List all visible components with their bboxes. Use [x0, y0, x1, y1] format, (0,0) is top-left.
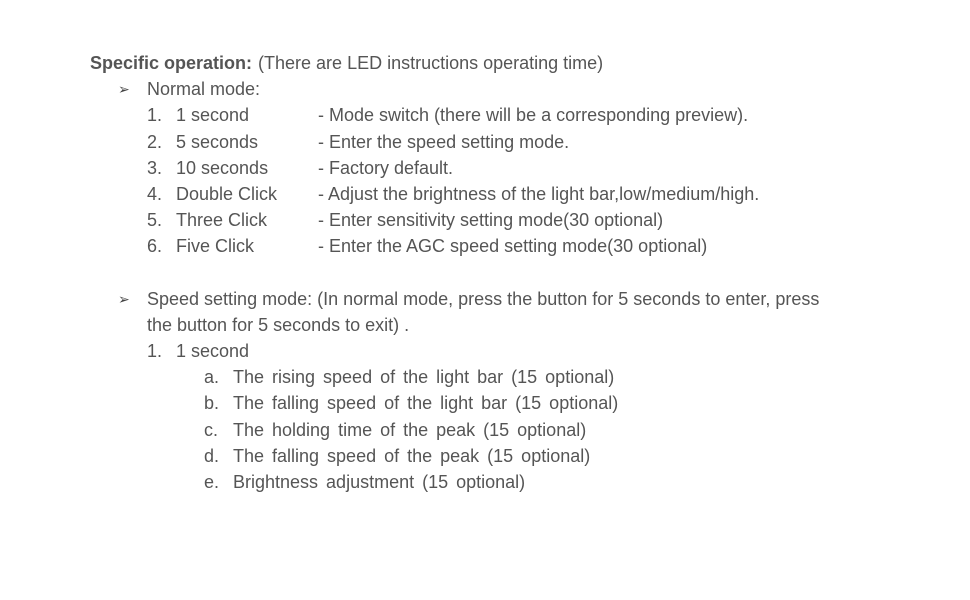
- sub-item-text: The holding time of the peak (15 optional): [233, 419, 587, 440]
- item-name: Three Click: [176, 210, 268, 231]
- sub-list-item: [90, 443, 950, 469]
- heading-label: Specific operation:: [90, 53, 253, 73]
- item-name: Five Click: [176, 236, 255, 257]
- sub-item-letter: e.: [204, 472, 220, 492]
- list-item: [90, 102, 950, 128]
- item-number: 1.: [147, 341, 163, 362]
- sub-item-text: The falling speed of the light bar (15 optional): [233, 393, 619, 414]
- item-description: - Adjust the brightness of the light bar,low/medium/high.: [318, 183, 760, 204]
- section-spacer: [90, 260, 950, 286]
- item-number: 2.: [147, 131, 163, 152]
- list-item: [90, 129, 950, 155]
- sub-list-item: [90, 390, 950, 416]
- item-name: Double Click: [176, 183, 278, 204]
- item-description: - Mode switch (there will be a corresponding preview).: [318, 105, 749, 126]
- list-item: [90, 338, 950, 364]
- document-body: [90, 50, 950, 495]
- item-description: - Factory default.: [318, 157, 454, 178]
- sub-item-letter: d.: [204, 445, 220, 466]
- speed-mode-title-row: [90, 286, 950, 312]
- item-description: - Enter sensitivity setting mode(30 optional): [318, 210, 664, 231]
- arrow-bullet-icon: ➢: [118, 290, 130, 307]
- item-number: 3.: [147, 157, 163, 178]
- list-item: [90, 207, 950, 233]
- sub-item-text: Brightness adjustment (15 optional): [233, 472, 526, 492]
- sub-item-letter: c.: [204, 419, 219, 440]
- item-name: 1 second: [176, 105, 250, 126]
- arrow-bullet-icon: ➢: [118, 81, 130, 98]
- normal-mode-title-row: [90, 76, 950, 102]
- sub-item-letter: b.: [204, 393, 220, 414]
- sub-list-item: [90, 469, 950, 495]
- heading-line: [90, 50, 950, 76]
- speed-mode-title-continuation: [90, 312, 950, 338]
- item-number: 1.: [147, 105, 163, 126]
- item-number: 6.: [147, 236, 163, 257]
- item-name: 10 seconds: [176, 157, 269, 178]
- sub-item-text: The rising speed of the light bar (15 optional): [233, 367, 615, 388]
- sub-list-item: [90, 364, 950, 390]
- normal-mode-title: Normal mode:: [147, 79, 261, 100]
- item-number: 5.: [147, 210, 163, 231]
- speed-mode-title-line1: Speed setting mode: (In normal mode, press the button for 5 seconds to enter, press: [147, 288, 820, 309]
- heading-note: (There are LED instructions operating time): [258, 53, 604, 73]
- item-name: 5 seconds: [176, 131, 259, 152]
- list-item: [90, 233, 950, 259]
- list-item: [90, 181, 950, 207]
- item-number: 4.: [147, 183, 163, 204]
- sub-list-item: [90, 417, 950, 443]
- list-item: [90, 155, 950, 181]
- item-description: - Enter the AGC speed setting mode(30 optional): [318, 236, 708, 257]
- sub-item-text: The falling speed of the peak (15 optional): [233, 445, 591, 466]
- item-description: - Enter the speed setting mode.: [318, 131, 570, 152]
- sub-item-letter: a.: [204, 367, 220, 388]
- item-name: 1 second: [176, 341, 250, 362]
- speed-mode-title-line2: the button for 5 seconds to exit) .: [147, 314, 410, 335]
